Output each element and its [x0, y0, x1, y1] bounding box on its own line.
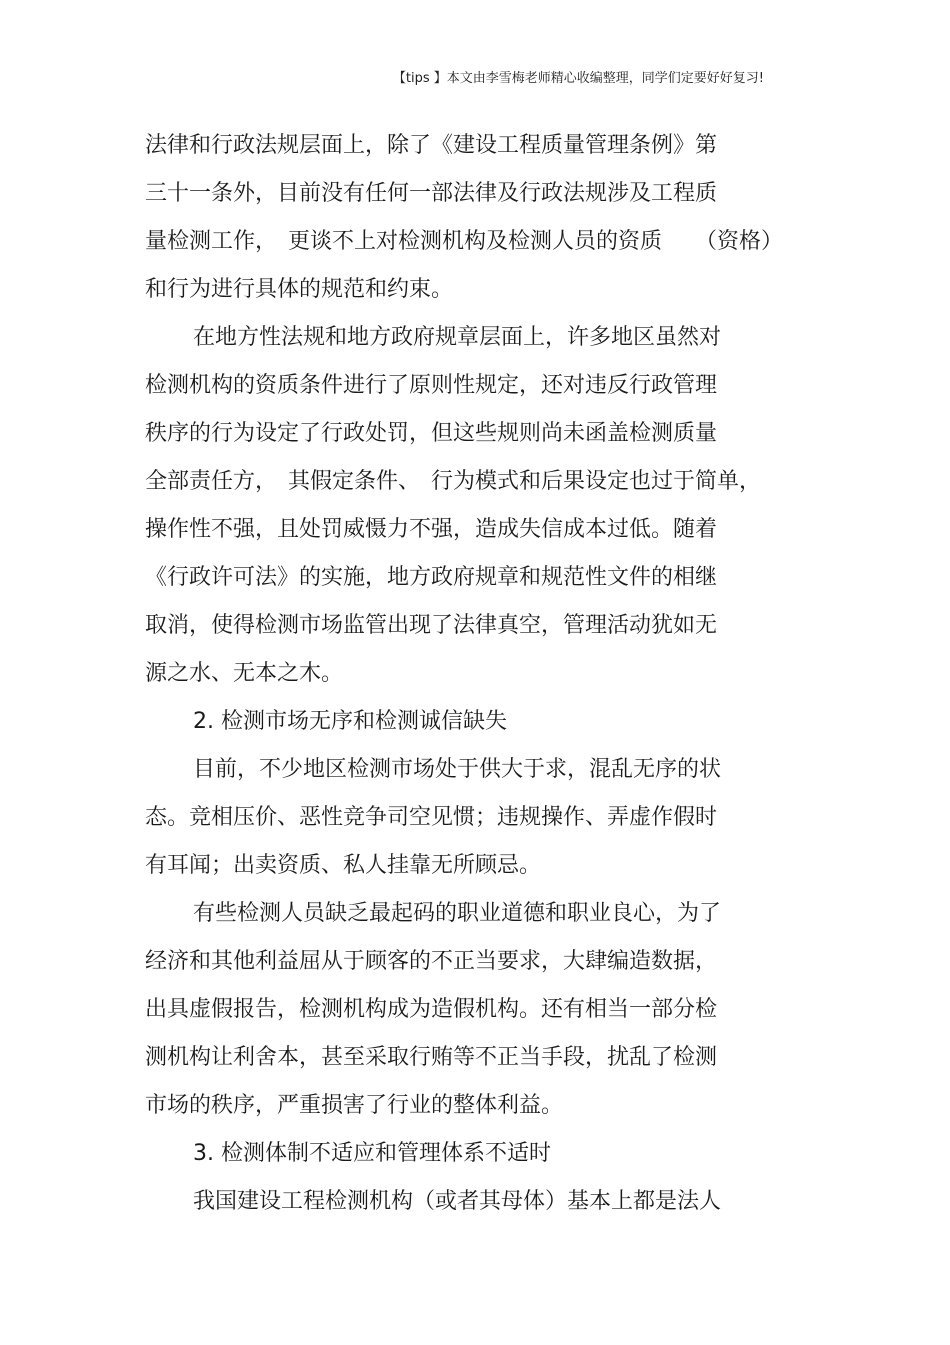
text-line: 出具虚假报告，检测机构成为造假机构。还有相当一部分检	[145, 997, 718, 1022]
paragraph-start-line: 我国建设工程检测机构（或者其母体）基本上都是法人	[193, 1189, 722, 1214]
section-heading: 3. 检测体制不适应和管理体系不适时	[193, 1141, 551, 1166]
text-line: 经济和其他利益屈从于顾客的不正当要求，大肆编造数据，	[145, 949, 718, 974]
text-line: 源之水、无本之木。	[145, 661, 344, 686]
text-line: 操作性不强，且处罚威慑力不强，造成失信成本过低。随着	[145, 517, 718, 542]
paragraph-start-line: 有些检测人员缺乏最起码的职业道德和职业良心，为了	[193, 901, 722, 926]
text-line: 有耳闻；出卖资质、私人挂靠无所顾忌。	[145, 853, 542, 878]
text-line: 检测机构的资质条件进行了原则性规定，还对违反行政管理	[145, 373, 718, 398]
text-line: 三十一条外，目前没有任何一部法律及行政法规涉及工程质	[145, 181, 718, 206]
text-line: 态。竞相压价、恶性竞争司空见惯；违规操作、弄虚作假时	[145, 805, 718, 830]
text-line: 取消，使得检测市场监管出现了法律真空，管理活动犹如无	[145, 613, 718, 638]
text-line: 全部责任方， 其假定条件、 行为模式和后果设定也过于简单，	[145, 469, 762, 494]
text-line: 和行为进行具体的规范和约束。	[145, 277, 454, 302]
text-line: 《行政许可法》的实施，地方政府规章和规范性文件的相继	[145, 565, 718, 590]
text-line: 量检测工作， 更谈不上对检测机构及检测人员的资质 （资格）	[145, 229, 784, 254]
text-line: 测机构让利舍本，甚至采取行贿等不正当手段，扰乱了检测	[145, 1045, 718, 1070]
text-line: 法律和行政法规层面上，除了《建设工程质量管理条例》第	[145, 133, 718, 158]
paragraph-start-line: 目前，不少地区检测市场处于供大于求，混乱无序的状	[193, 757, 722, 782]
text-line: 市场的秩序，严重损害了行业的整体利益。	[145, 1093, 564, 1118]
paragraph-start-line: 在地方性法规和地方政府规章层面上，许多地区虽然对	[193, 325, 722, 350]
text-line: 秩序的行为设定了行政处罚，但这些规则尚未函盖检测质量	[145, 421, 718, 446]
body-text	[145, 128, 805, 1232]
section-heading: 2. 检测市场无序和检测诚信缺失	[193, 709, 507, 734]
tips-header: 【tips 】本文由李雪梅老师精心收编整理，同学们定要好好复习!	[392, 71, 764, 86]
